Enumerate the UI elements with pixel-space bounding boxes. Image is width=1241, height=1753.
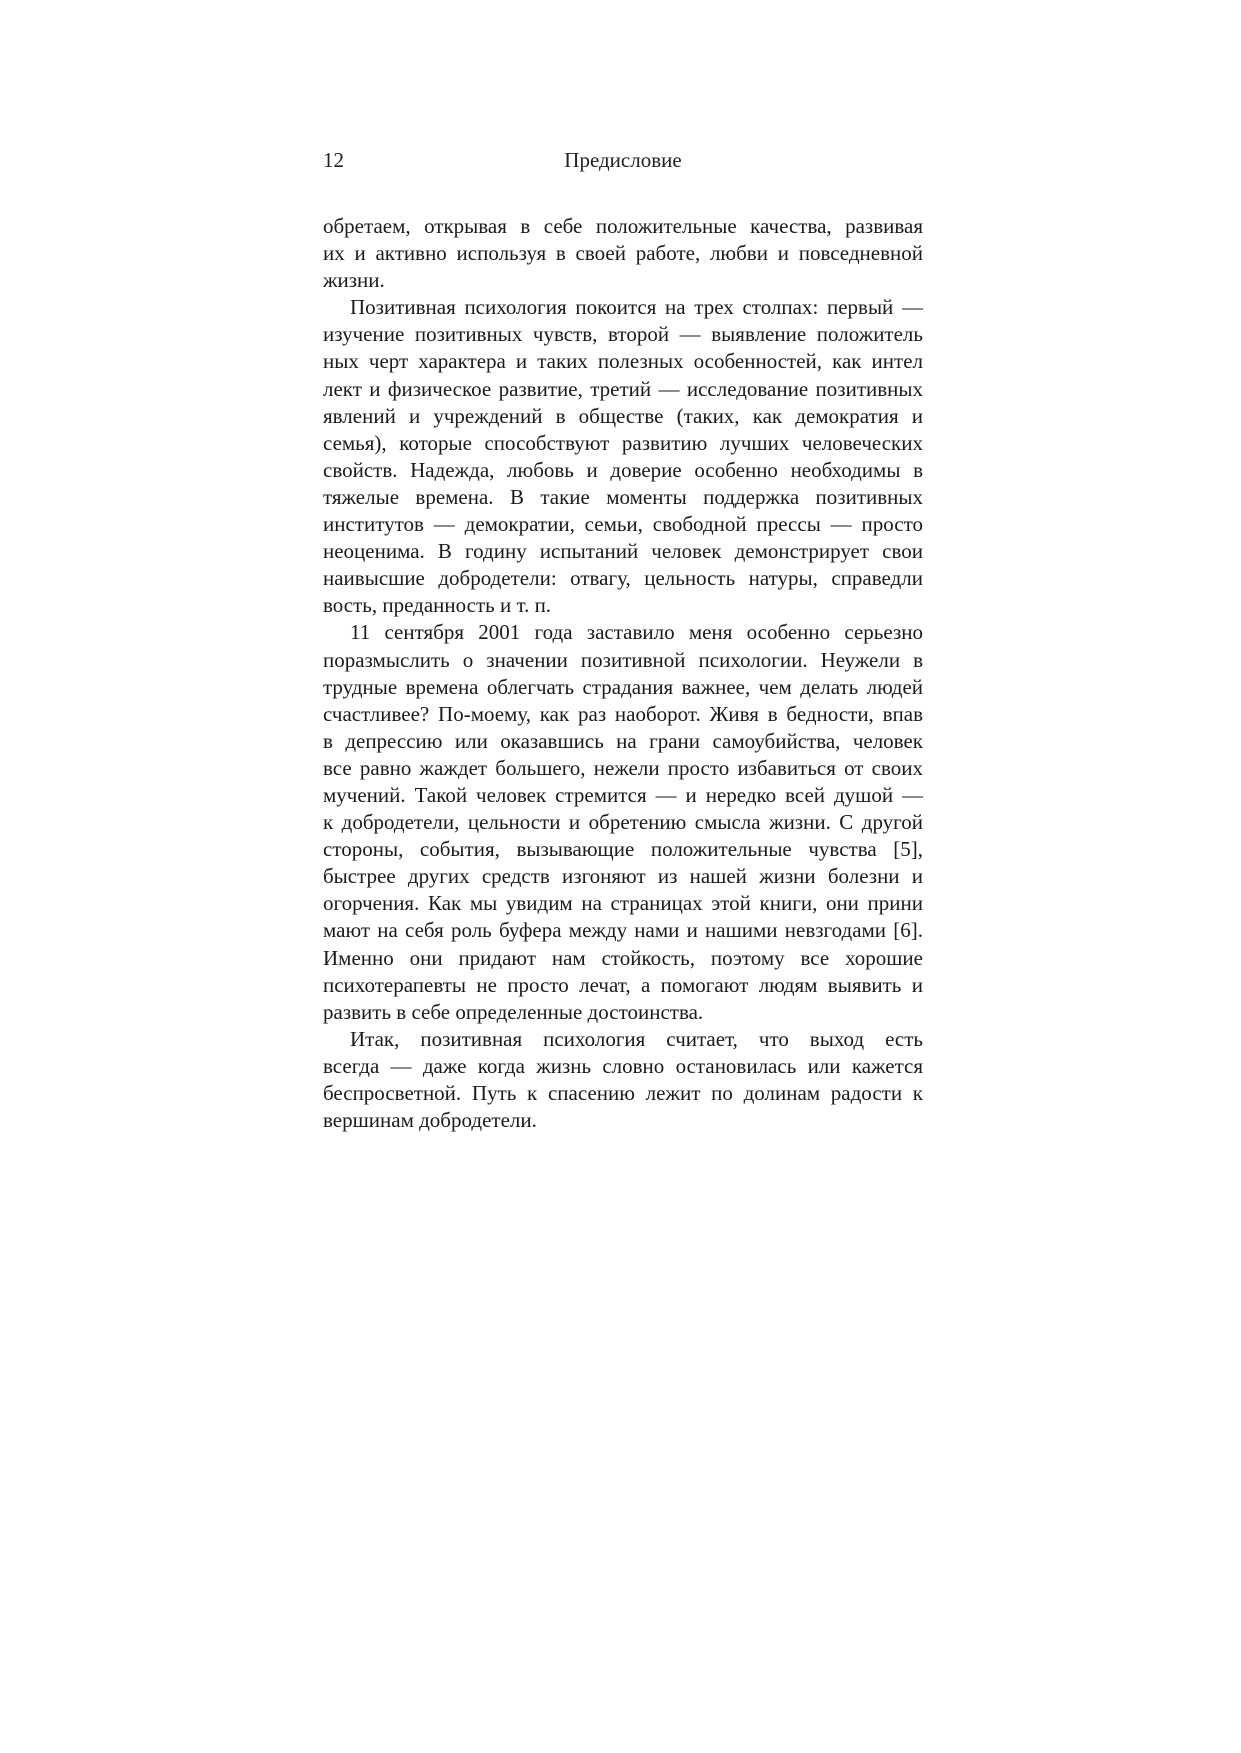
body-text [323,213,923,1134]
text-line: Итак, позитивная психология считает, что выход есть [350,1026,923,1051]
text-line: вершинам добродетели. [323,1108,537,1133]
text-line: трудные времена облегчать страдания важнее, чем делать людей [323,674,923,699]
text-line: свойств. Надежда, любовь и доверие особенно необходимы в [323,457,923,482]
text-line: развить в себе определенные достоинства. [323,999,704,1024]
text-line: жизни. [323,268,385,293]
text-line: изучение позитивных чувств, второй — выявление положитель [323,322,923,347]
text-line: мают на себя роль буфера между нами и нашими невзгодами [6]. [323,918,923,943]
text-line: их и активно используя в своей работе, любви и повседневной [323,241,923,266]
text-line: наивысшие добродетели: отвагу, цельность натуры, справедли [323,566,923,591]
text-line: вость, преданность и т. п. [323,593,552,618]
page-number: 12 [323,148,344,172]
text-line: психотерапевты не просто лечат, а помогают людям выявить и [323,972,923,997]
text-line: мучений. Такой человек стремится — и нередко всей душой — [323,782,923,807]
text-line: поразмыслить о значении позитивной психологии. Неужели в [323,647,923,672]
text-line: обретаем, открывая в себе положительные качества, развивая [323,214,923,238]
text-line: Именно они придают нам стойкость, поэтому все хорошие [323,945,923,970]
text-line: явлений и учреждений в обществе (таких, как демократия и [323,403,923,428]
text-line: институтов — демократии, семьи, свободной прессы — просто [323,512,923,537]
text-line: быстрее других средств изгоняют из нашей жизни болезни и [323,864,923,889]
text-line: к добродетели, цельности и обретению смысла жизни. С другой [323,810,923,835]
text-line: Позитивная психология покоится на трех столпах: первый — [350,295,923,320]
text-line: всегда — даже когда жизнь словно остановилась или кажется [323,1053,923,1078]
text-line: огорчения. Как мы увидим на страницах этой книги, они прини [323,891,923,916]
text-line: все равно жаждет большего, нежели просто избавиться от своих [323,755,923,780]
text-line: тяжелые времена. В такие моменты поддержка позитивных [323,484,923,509]
text-line: ных черт характера и таких полезных особенностей, как интел [323,349,923,374]
text-line: 11 сентября 2001 года заставило меня особенно серьезно [350,620,923,645]
text-line: в депрессию или оказавшись на грани самоубийства, человек [323,728,923,753]
text-line: неоценима. В годину испытаний человек демонстрирует свои [323,539,923,564]
running-head: Предисловие [564,148,682,172]
text-line: счастливее? По-моему, как раз наоборот. Живя в бедности, впав [323,701,923,726]
text-line: семья), которые способствуют развитию лучших человеческих [323,430,923,455]
page-header [323,148,923,178]
text-line: стороны, события, вызывающие положительные чувства [5], [323,837,923,862]
text-line: лект и физическое развитие, третий — исследование позитивных [323,376,923,401]
text-line: беспросветной. Путь к спасению лежит по долинам радости к [323,1081,923,1105]
